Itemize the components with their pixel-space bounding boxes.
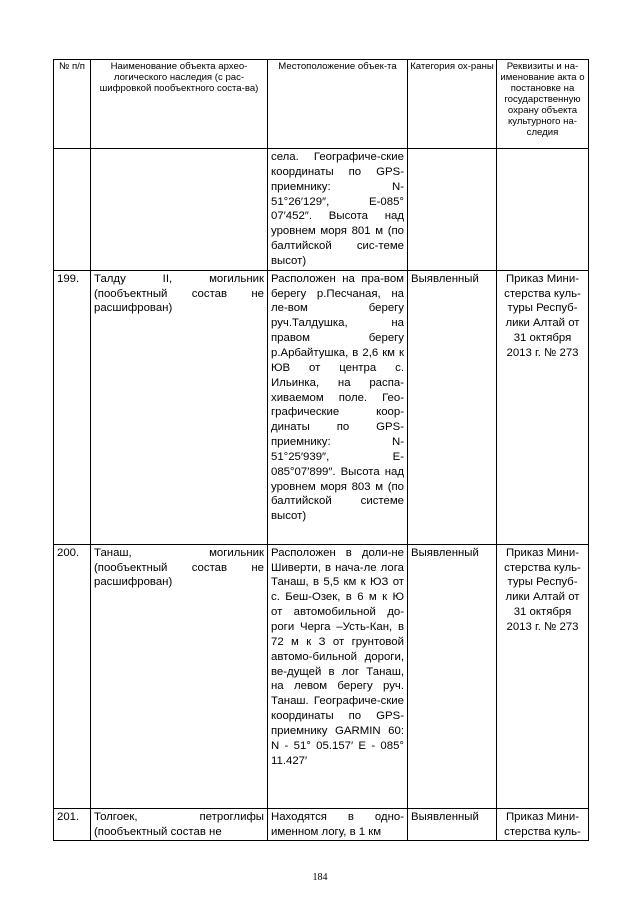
cell-number: 201. [54, 808, 91, 841]
cell-location: села. Географиче-ские координаты по GPS-приемнику: N-51°26′129″, E-085° 07′452″. Высота над уровнем моря 801 м (по балтийской сис-теме высот) [268, 149, 408, 271]
cell-number: 200. [54, 544, 91, 808]
cell-category: Выявленный [408, 544, 497, 808]
cell-object-name: Толгоек, петроглифы (пообъектный состав не [91, 808, 268, 841]
header-category: Категория ох-раны [408, 60, 497, 149]
cell-number: 199. [54, 270, 91, 544]
cell-requisites [497, 149, 589, 271]
cell-category [408, 149, 497, 271]
page-number: 184 [312, 872, 328, 883]
cell-category: Выявленный [408, 808, 497, 841]
cell-object-name: Танаш, могильник (пообъектный состав не расшифрован) [91, 544, 268, 808]
cell-location: Расположен в доли-не Шиверти, в нача-ле лога Танаш, в 5,5 км к ЮЗ от с. Беш-Озек, в 6 м к Ю от автомобильной до-роги Черга –Усть-Кан, в 72 м к З от грунтовой автомо-бильной дороги, ве-дущей в лог Танаш, на левом берегу руч. Танаш. Географиче-ские координаты по GPS-приемнику GARMIN 60: N - 51° 05.157′ E - 085° 11.427′ [268, 544, 408, 808]
heritage-register-table [53, 59, 589, 841]
table-row [54, 270, 589, 544]
table-row [54, 149, 589, 271]
header-number: № п/п [54, 60, 91, 149]
table-row [54, 808, 589, 841]
cell-object-name [91, 149, 268, 271]
cell-requisites: Приказ Мини-стерства куль- [497, 808, 589, 841]
cell-number [54, 149, 91, 271]
cell-requisites: Приказ Мини-стерства куль-туры Респуб-лики Алтай от 31 октября 2013 г. № 273 [497, 544, 589, 808]
table-header-row [54, 60, 589, 149]
cell-object-name: Талду II, могильник (пообъектный состав не расшифрован) [91, 270, 268, 544]
cell-location: Расположен на пра-вом берегу р.Песчаная, на ле-вом берегу руч.Талдушка, на правом берегу р.Арбайтушка, в 2,6 км к ЮВ от центра с. Ильинка, на распа-хиваемом поле. Гео-графические коор-динаты по GPS-приемнику: N-51°25′939″, E-085°07′899″. Высота над уровнем моря 803 м (по балтийской системе высот) [268, 270, 408, 544]
table-row [54, 544, 589, 808]
cell-location: Находятся в одно-именном логу, в 1 км [268, 808, 408, 841]
header-location: Местоположение объек-та [268, 60, 408, 149]
header-requisites: Реквизиты и на-именование акта о постановке на государственную охрану объекта культурного на-следия [497, 60, 589, 149]
header-object-name: Наименование объекта архео-логического наследия (с рас-шифровкой пообъектного соста-ва) [91, 60, 268, 149]
cell-category: Выявленный [408, 270, 497, 544]
cell-requisites: Приказ Мини-стерства куль-туры Респуб-лики Алтай от 31 октября 2013 г. № 273 [497, 270, 589, 544]
